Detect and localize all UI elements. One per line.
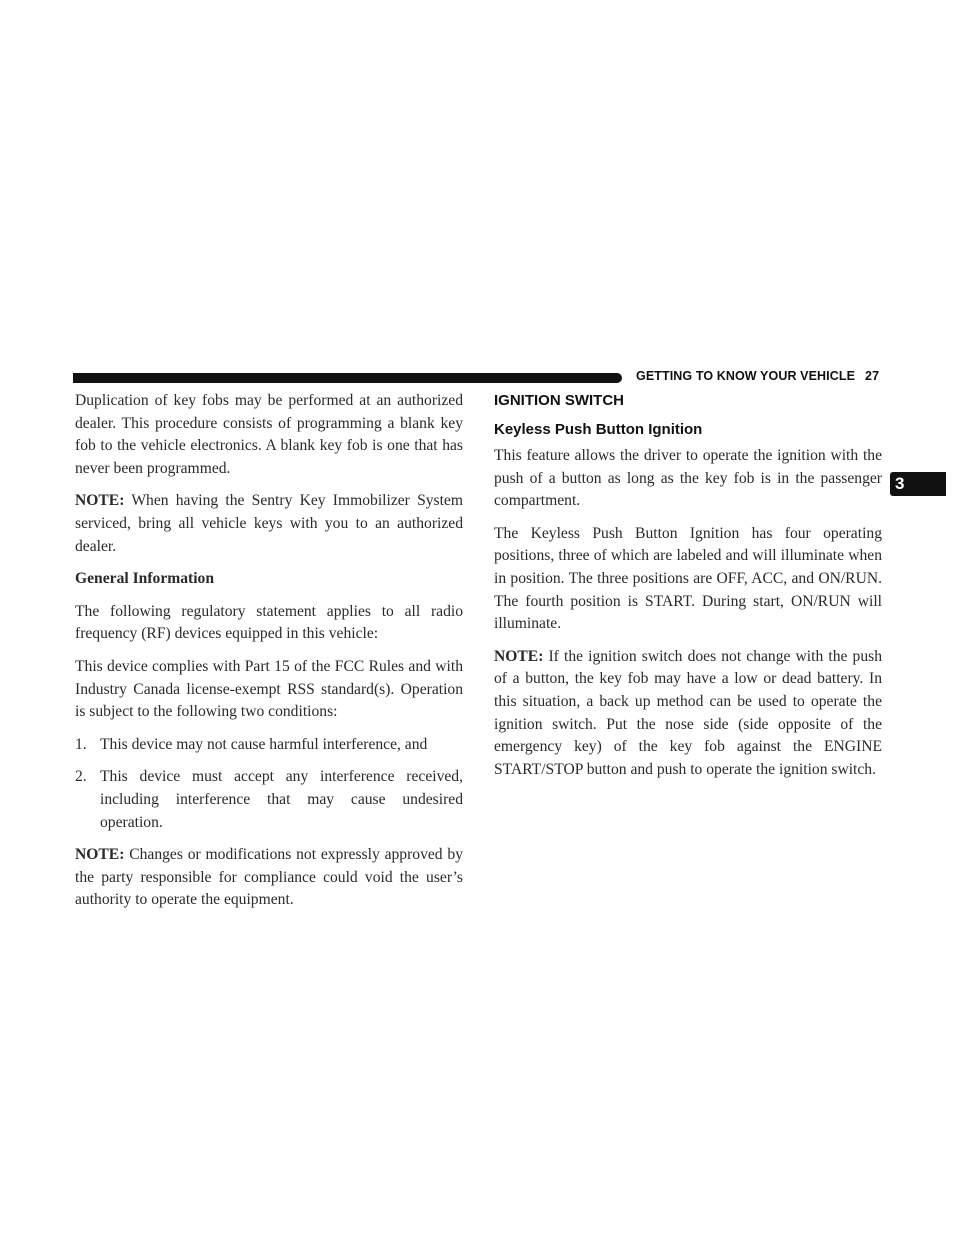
- right-column: [494, 390, 882, 791]
- subsection-title: Keyless Push Button Ignition: [494, 421, 703, 438]
- note-paragraph: [494, 646, 882, 782]
- left-column: [75, 390, 463, 922]
- page-number: 27: [865, 369, 880, 383]
- note-paragraph: [75, 844, 463, 912]
- subheading-general-information: General Information: [75, 570, 215, 588]
- chapter-tab: 3: [890, 472, 946, 496]
- paragraph: This feature allows the driver to operate the ignition with the push of a button as long as the key fob is in the passenger compartment.: [494, 447, 882, 510]
- section-title: IGNITION SWITCH: [494, 392, 624, 409]
- note-text: Changes or modifications not expressly approved by the party responsible for compliance could void the user’s authority to operate the equipment.: [75, 846, 463, 909]
- note-label: NOTE:: [75, 492, 125, 510]
- list-text: This device must accept any interference received, including interference that may cause undesired operation.: [100, 768, 463, 831]
- note-text: If the ignition switch does not change with the push of a button, the key fob may have a low or dead battery. In this situation, a back up method can be used to operate the ignition switch. Put the nose side (side opposite of the emergency key) of the key fob against the ENGINE START/STOP button and push to operate the ignition switch.: [494, 647, 882, 778]
- list-text: This device may not cause harmful interference, and: [100, 735, 428, 753]
- paragraph: The Keyless Push Button Ignition has four operating positions, three of which are labeled and will illuminate when in position. The three positions are OFF, ACC, and ON/RUN. The fourth position is START. During start, ON/RUN will illuminate.: [494, 524, 882, 633]
- list-number: 2.: [75, 768, 87, 786]
- list-item: [75, 766, 463, 834]
- note-paragraph: [75, 490, 463, 558]
- note-text: When having the Sentry Key Immobilizer System serviced, bring all vehicle keys with you to an authorized dealer.: [75, 492, 463, 555]
- running-header: [636, 369, 886, 383]
- list-item: [75, 734, 463, 757]
- paragraph: The following regulatory statement applies to all radio frequency (RF) devices equipped in this vehicle:: [75, 602, 463, 643]
- paragraph: Duplication of key fobs may be performed at an authorized dealer. This procedure consists of programming a blank key fob to the vehicle electronics. A blank key fob is one that has never been programmed.: [75, 392, 463, 477]
- header-section-title: GETTING TO KNOW YOUR VEHICLE: [636, 369, 856, 383]
- note-label: NOTE:: [75, 846, 125, 864]
- note-label: NOTE:: [494, 647, 544, 665]
- paragraph: This device complies with Part 15 of the FCC Rules and with Industry Canada license-exempt RSS standard(s). Operation is subject to the following two conditions:: [75, 657, 463, 721]
- header-rule: [73, 373, 622, 383]
- list-number: 1.: [75, 735, 87, 753]
